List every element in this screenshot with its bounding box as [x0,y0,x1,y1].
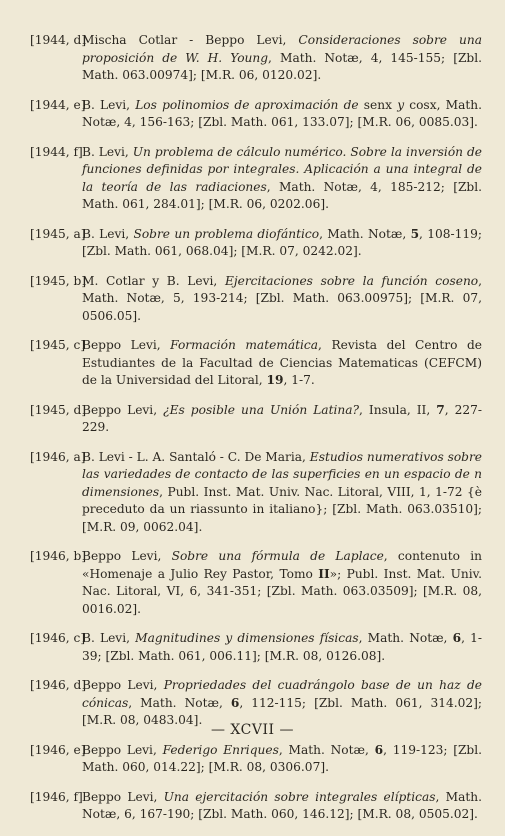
entry-text-segment: , Math. Notæ, 4, 145-155; [Zbl. Math. 063.00974]; [M.R. 06, 0120.02]. [82,50,482,82]
entry-label: [1945, c] [30,338,86,352]
entry-text [82,32,482,85]
entry-text-segment: Beppo Levi, [82,789,164,804]
entry-text-segment: Beppo Levi, [82,742,163,757]
entry-text-segment: senx [358,97,398,112]
entry-text-segment: , 1-39; [Zbl. Math. 061, 006.11]; [M.R. 08, 0126.08]. [82,631,483,663]
entry-text-segment: B. Levi, [82,226,134,241]
bibliography-entry [30,97,482,132]
entry-label: [1946, b] [30,549,87,563]
entry-title-text: Consideraciones sobre una proposición de W. H. Young [82,33,483,65]
entry-text [82,548,482,618]
entry-text-segment: , Math. Notæ, [128,695,231,710]
entry-text-segment: , 119-123; [Zbl. Math. 060, 014.22]; [M.R. 08, 0306.07]. [82,742,482,774]
entry-title-text: Propriedades del cuadrángolo base de un haz de cónicas [82,678,483,710]
entry-volume-text: 6 [230,695,240,710]
entry-text-segment: »; Publ. Inst. Mat. Univ. Nac. Litoral, VI, 6, 341-351; [Zbl. Math. 063.03509]; [M.R. 08, 0016.02]. [82,566,482,616]
entry-text [82,144,482,214]
entry-text-segment: , Publ. Inst. Mat. Univ. Nac. Litoral, VIII, 1, 1-72 {è preceduto da un riassunto in italiano}; [Zbl. Math. 063.03510]; [M.R. 09, 0062.04]. [82,484,482,534]
entry-title-text: Magnitudines y dimensiones físicas [135,631,359,645]
entry-text-segment: , Math. Notæ, [319,226,411,241]
entry-label: [1944, d] [30,33,87,47]
entry-title-text: Estudios numerativos sobre las variedades de contacto de las superficies en un espacio de n dimensiones [82,449,483,499]
bibliography-entry [30,548,482,618]
entry-text [82,402,482,437]
bibliography-entry [30,226,482,261]
bibliography-entry [30,449,482,537]
entry-label: [1946, f] [30,789,83,804]
entry-text-segment: B. Levi, [82,631,136,645]
entry-text [82,97,482,132]
entry-title-text: Los polinomios de aproximación de [135,97,359,112]
entry-text-segment: , Math. Notæ, 4, 185-212; [Zbl. Math. 061, 284.01]; [M.R. 06, 0202.06]. [82,179,482,211]
entry-volume-text: 7 [436,402,445,417]
entry-text-segment: , Math. Notæ, [358,631,453,645]
entry-title-text: Un problema de cálculo numérico. Sobre la inversión de funciones definidas por integrales. Aplicación a una integral de la teoría de las radiaciones [82,144,482,194]
entry-text [82,630,482,665]
entry-text-segment: B. Levi - L. A. Santaló - C. De Maria, [82,449,310,464]
entry-text-segment: B. Levi, [82,97,136,112]
bibliography-entry [30,337,482,390]
entry-label: [1946, c] [30,631,86,645]
entry-volume-text: 6 [452,631,462,645]
entry-text-segment: Mischa Cotlar - Beppo Levi, [82,33,299,47]
page-number: — XCVII — [210,722,294,738]
entry-label: [1944, e] [30,97,86,112]
entry-title-text: Sobre una fórmula de Laplace [171,549,384,563]
entry-volume-text: 19 [266,373,284,387]
entry-title-text: y [397,97,405,112]
entry-text-segment: , Insula, II, [359,402,437,417]
entry-text [82,273,482,326]
entry-label: [1946, d] [30,678,87,692]
bibliography-entry [30,742,482,777]
entry-text [82,742,482,777]
entry-text-segment: Beppo Levi, [82,678,164,692]
bibliography-entry [30,789,482,824]
entry-label: [1944, f] [30,144,83,159]
entry-text-segment: , contenuto in «Homenaje a Julio Rey Pastor, Tomo [82,549,482,581]
entry-text-segment: B. Levi, [82,144,133,159]
entry-text-segment: , Math. Notæ, 6, 167-190; [Zbl. Math. 060, 146.12]; [M.R. 08, 0505.02]. [82,789,482,821]
entry-title-text: Federigo Enriques [162,742,279,757]
entry-text-segment: , Math. Notæ, 5, 193-214; [Zbl. Math. 063.00975]; [M.R. 07, 0506.05]. [82,273,483,323]
entry-title-text: Ejercitaciones sobre la función coseno [224,273,479,288]
entry-title-text: ¿Es posible una Unión Latina? [163,402,360,417]
entry-label: [1946, a] [30,449,86,464]
entry-text-segment: , 227-229. [82,402,483,434]
bibliography-entry [30,273,482,326]
entry-text-segment: cosx, Math. Notæ, 4, 156-163; [Zbl. Math. 061, 133.07]; [M.R. 06, 0085.03]. [82,97,482,129]
entry-title-text: Una ejercitación sobre integrales elípticas [163,789,436,804]
entry-text-segment: Beppo Levi, [82,402,164,417]
entry-volume-text: 5 [410,226,420,241]
entry-text [82,337,482,390]
entry-text-segment: Beppo Levi, [82,338,171,352]
bibliography-entry [30,32,482,85]
entry-text-segment: , 1-7. [283,373,315,387]
bibliography-list [30,32,482,836]
entry-text [82,789,482,824]
entry-text-segment: , Revista del Centro de Estudiantes de la Facultad de Ciencias Matematicas (CEFCM) de la Universidad del Litoral, [82,338,483,387]
entry-label: [1946, e] [30,742,86,757]
entry-text [82,226,482,261]
entry-volume-text: 6 [374,742,384,757]
entry-label: [1945, a] [30,226,86,241]
entry-label: [1945, b] [30,273,87,288]
bibliography-entry [30,402,482,437]
entry-title-text: Sobre un problema diofántico [133,226,320,241]
entry-title-text: Formación matemática [170,338,319,352]
entry-text-segment: M. Cotlar y B. Levi, [82,273,225,288]
entry-text-segment: , 108-119; [Zbl. Math. 061, 068.04]; [M.R. 07, 0242.02]. [82,226,483,258]
entry-text-segment: , 112-115; [Zbl. Math. 061, 314.02]; [M.R. 08, 0483.04]. [82,695,482,727]
bibliography-entry [30,144,482,214]
bibliography-entry [30,630,482,665]
entry-label: [1945, d] [30,402,87,417]
entry-volume-text: II [318,566,330,581]
entry-text [82,449,482,537]
entry-text-segment: Beppo Levi, [82,549,172,563]
entry-text-segment: , Math. Notæ, [278,742,375,757]
